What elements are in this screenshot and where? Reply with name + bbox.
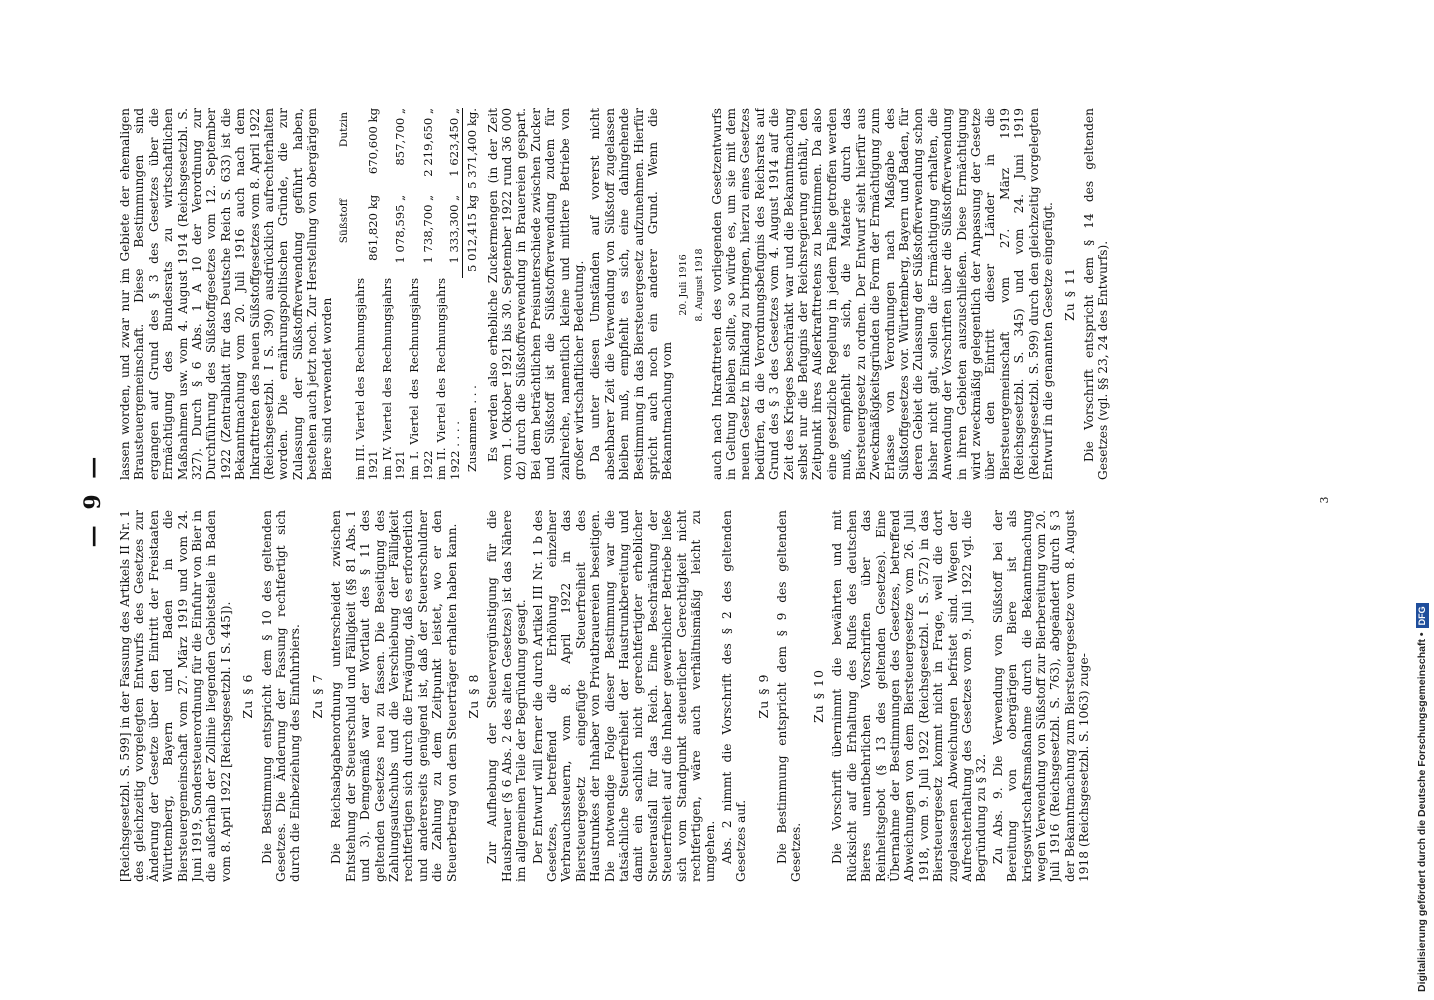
left-column [118, 510, 1284, 882]
paragraph: Es werden also erhebliche Zuckermengen (in der Zeit vom 1. Oktober 1921 bis 30. September 1922 rund 36 000 dz) durch die Süßstoffverwendung in Brauereien gespart. Bei dem beträchtlichen Preisunterschiede zwischen Zucker und Süßstoff ist die Süßstoffverwendung zudem für zahlreiche, namentlich kleine und mittlere Betriebe von großer wirtschaftlicher Bedeutung. [485, 108, 586, 480]
section-heading: Zu § 7 [309, 673, 325, 719]
cell-value: 1 078,595 „ [393, 194, 408, 264]
page-number: — 9 — [80, 452, 106, 548]
table-header-row [338, 108, 354, 480]
cell-value: 670,600 kg [366, 108, 381, 175]
dfg-logo: DFG [1416, 603, 1429, 628]
paragraph: Die Reichsabgabenordnung unterscheidet zwischen Entstehung der Steuerschuld und Fälligkeit (§§ 81 Abs. 1 und 3). Demgemäß war der Wortlaut des § 11 des geltenden Gesetzes neu zu fassen. Die Beseitigung des Zahlungsaufschubs und die Verschiebung der Fälligkeit rechtfertigen sich durch die Erwägung, daß es erforderlich und andererseits genügend ist, daß der Steuerschuldner die Zahlung zu dem Zeitpunkt leistet, wo er den Steuerbetrag von dem Steuerträger erhalten haben kann. [329, 510, 459, 882]
paragraph: auch nach Inkrafttreten des vorliegenden Gesetzentwurfs in Geltung bleiben sollte, so würde es, um sie mit dem neuen Gesetz in Einklang zu bringen, hierzu eines Gesetzes bedürfen, da die Verordnungsbefugnis des Reichsrats auf Grund des § 3 des Gesetzes vom 4. August 1914 auf die Zeit des Krieges beschränkt war und die Bekanntmachung selbst nur die Befugnis der Reichsregierung enthält, den Zeitpunkt ihres Außerkrafttretens zu bestimmen. Da also eine gesetzliche Regelung in jedem Falle getroffen werden muß, empfiehlt es sich, die Materie durch das Biersteuergesetz zu ordnen. Der Entwurf sieht hierfür aus Zweckmäßigkeitsgründen die Form der Ermächtigung zum Erlasse von Verordnungen nach Maßgabe des Süßstoffgesetzes vor. Württemberg, Bayern und Baden, für deren Gebiet die Zulassung der Süßstoffverwendung schon bisher nicht galt, sollen die Ermächtigung erhalten, die Anwendung der Vorschriften über die Süßstoffverwendung in ihren Gebieten auszuschließen. Diese Ermächtigung wird zweckmäßig gelegentlich der Anpassung der Gesetze über den Eintritt dieser Länder in die Biersteuergemeinschaft vom 27. März 1919 (Reichsgesetzbl. S. 345) und vom 24. Juni 1919 (Reichsgesetzbl. S. 599) durch den gleichzeitig vorgelegten Entwurf in die genannten Gesetze eingefügt. [709, 108, 1055, 480]
row-label: im IV. Viertel des Rechnungsjahrs 1921 [379, 277, 408, 480]
total-label: Zusammen . . . [464, 385, 479, 472]
right-column [118, 108, 1284, 480]
credit-text-line [1412, 8, 1432, 992]
cell-value: 2 219,650 „ [420, 108, 435, 177]
paragraph: Die Bestimmung entspricht dem § 9 des geltenden Gesetzes. [775, 510, 804, 882]
table-total-row [462, 108, 479, 480]
paragraph: Die Vorschrift übernimmt die bewährten und mit Rücksicht auf die Erhaltung des Rufes des deutschen Bieres unentbehrlichen Vorschriften über das Reinheitsgebot (§ 13 des geltenden Gesetzes). Eine Übernahme der Bestimmungen des Gesetzes, betreffend Abweichungen von dem Biersteuergesetze vom 26. Juli 1918, vom 9. Juli 1922 (Reichsgesetzbl. I S. 572) in das Biersteuergesetz kommt nicht in Frage, weil die dort zugelassenen Abweichungen befristet sind. Wegen der Aufrechterhaltung des Gesetzes vom 9. Juli 1922 vgl. die Begründung zu § 32. [830, 510, 989, 882]
cell-value: 1 333,300 „ [435, 195, 462, 278]
section-heading: Zu § 10 [810, 669, 826, 723]
section-heading: Zu § 11 [1062, 267, 1078, 321]
paragraph: Der Entwurf will ferner die durch Artikel III Nr. 1 b des Gesetzes, betreffend die Erhöhung einzelner Verbrauchssteuern, vom 8. April 1922 in das Biersteuergesetz eingefügte Steuerfreiheit des Haustrunkes der Inhaber von Privatbrauereien beseitigen. Die notwendige Folge dieser Bestimmung war die tatsächliche Steuerfreiheit der Haustrunkbereitung und damit ein sachlich nicht gerechtfertigter erheblicher Steuerausfall für das Reich. Eine Beschränkung der Steuerfreiheit auf die Inhaber gewerblicher Betriebe ließe sich vom Standpunkt steuerlicher Gerechtigkeit nicht rechtfertigen, wäre auch verhältnismäßig leicht zu umgehen. [530, 510, 718, 882]
sheet-number: 3 [1318, 496, 1331, 504]
table-row [354, 108, 381, 480]
total-value: 5 371,400 kg. [464, 108, 479, 189]
row-label: im II. Viertel des Rechnungsjahrs 1922 . . . . [434, 277, 462, 480]
paragraph: Die Bestimmung entspricht dem § 10 des geltenden Gesetzes. Die Änderung der Fassung rechtfertigt sich durch die Einbeziehung des Einfuhrbiers. [259, 510, 303, 882]
paragraph: Zu Abs. 9. Die Verwendung von Süßstoff bei der Bereitung von obergärigen Biere ist als kriegswirtschaftsmaßnahme durch die Bekanntmachung wegen Verwendung von Süßstoff zur Bierbereitung vom 20. Juli 1916 (Reichsgesetzbl. S. 763), abgeändert durch § 3 der Bekanntmachung zum Biersteuergesetze vom 8. August 1918 (Reichsgesetzbl. S. 1063) zuge- [990, 510, 1092, 882]
table-row [381, 108, 408, 480]
fraction-date-bottom: 8. August 1918 [694, 248, 706, 322]
section-heading: Zu § 9 [755, 673, 771, 719]
section-heading: Zu § 6 [240, 673, 256, 719]
paragraph: lassen worden, und zwar nur im Gebiete der ehemaligen Brausteuergemeinschaft. Diese Bestimmungen sind ergangen auf Grund des § 3 des Gesetzes über die Ermächtigung des Bundesrats zu wirtschaftlichen Maßnahmen usw. vom 4. August 1914 (Reichsgesetzbl. S. 327). Durch § 6 Abs. 1 A 10 der Verordnung zur Durchführung des Süßstoffgesetzes vom 12. September 1922 (Zentralblatt für das Deutsche Reich S. 633) ist die Bekanntmachung vom 20. Juli 1916 auch nach dem Inkrafttreten des neuen Süßstoffgesetzes vom 8. April 1922 (Reichsgesetzbl. I S. 390) ausdrücklich aufrechterhalten worden. Die ernährungspolitischen Gründe, die zur Zulassung der Süßstoffverwendung geführt haben, bestehen auch jetzt noch. Zur Herstellung von obergärigem Biere sind verwendet worden [118, 108, 334, 480]
cell-value: 1 623,450 „ [435, 108, 462, 195]
paragraph: Die Vorschrift entspricht dem § 14 des geltenden Gesetzes (vgl. §§ 23, 24 des Entwurfs). [1081, 108, 1111, 480]
row-label: im III. Viertel des Rechnungsjahrs 1921 [352, 277, 381, 480]
table-row [435, 108, 462, 480]
row-label: im I. Viertel des Rechnungsjahrs 1922 [407, 277, 435, 480]
table-row [408, 108, 435, 480]
sweetener-table [338, 108, 479, 480]
total-value: 5 012,415 kg [464, 194, 479, 272]
cell-value: 861,820 kg [366, 194, 381, 261]
cell-value: 1 738,700 „ [420, 194, 435, 264]
paragraph: Zur Aufhebung der Steuervergünstigung für die Hausbrauer (§ 6 Abs. 2 des alten Gesetzes) ist das Nähere im allgemeinen Teile der Begründung gesagt. [485, 510, 529, 882]
credit-text: Digitalisierung gefördert durch die Deutsche Forschungsgemeinschaft • [1416, 632, 1428, 992]
digitization-credit [1412, 8, 1432, 992]
paragraph: Da unter diesen Umständen auf vorerst nicht absehbarer Zeit die Verwendung von Süßstoff zugelassen bleiben muß, empfiehlt es sich, eine dahingehende Bestimmung in das Biersteuergesetz aufzunehmen. Hierfür spricht auch noch ein anderer Grund. Wenn die Bekanntmachung vom [588, 108, 675, 480]
column-header: Dutzin [338, 112, 351, 148]
paragraph: [Reichsgesetzbl. S. 599] in der Fassung des Artikels II Nr. 1 des gleichzeitig vorgelegten Entwurfs des Gesetzes zur Änderung der Gesetze über den Eintritt der Freistaaten Württemberg, Bayern und Baden in die Biersteuergemeinschaft vom 27. März 1919 und vom 24. Juni 1919, Sondersteuerordnung für die Einfuhr von Bier in die außerhalb der Zollinie liegenden Gebietsteile in Baden vom 8. April 1922 [Reichsgesetzbl. I S. 445]). [118, 510, 233, 882]
paragraph: Abs. 2 nimmt die Vorschrift des § 2 des geltenden Gesetzes auf. [719, 510, 749, 882]
fraction-date-top: 20. Juli 1916 [677, 254, 689, 316]
section-heading: Zu § 8 [465, 673, 481, 719]
column-header: Süßstoff [338, 198, 351, 244]
cell-value: 857,700 „ [393, 108, 408, 166]
